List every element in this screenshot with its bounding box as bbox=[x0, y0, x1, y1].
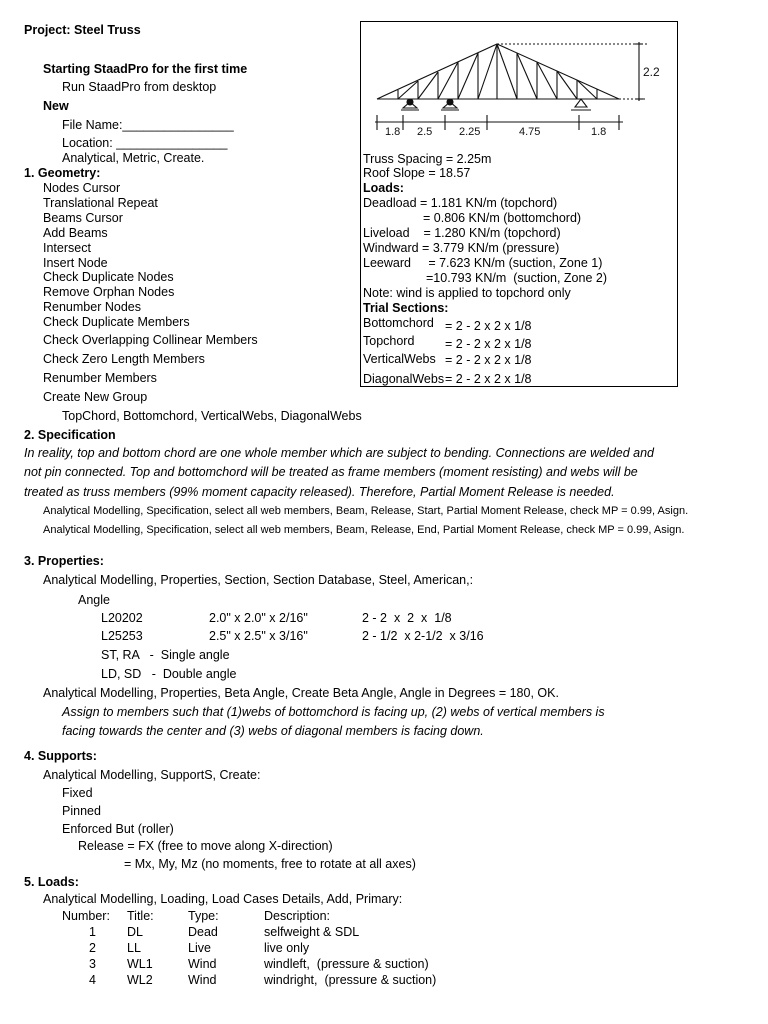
table-cell: Dead bbox=[188, 925, 218, 939]
beta-angle-step: Analytical Modelling, Properties, Beta Angle, Create Beta Angle, Angle in Degrees = 180, OK. bbox=[43, 686, 559, 700]
specification-heading: 2. Specification bbox=[24, 428, 116, 442]
geometry-item: Translational Repeat bbox=[43, 196, 158, 210]
section-size: 2.5" x 2.5" x 3/16" bbox=[209, 629, 308, 643]
section-size: 2.0" x 2.0" x 2/16" bbox=[209, 611, 308, 625]
table-cell: 4 bbox=[89, 973, 96, 987]
geometry-item: Intersect bbox=[43, 241, 91, 255]
supports-heading: 4. Supports: bbox=[24, 749, 97, 763]
geometry-heading: 1. Geometry: bbox=[24, 166, 101, 180]
table-cell: windright, (pressure & suction) bbox=[264, 973, 437, 987]
column-header: Number: bbox=[62, 909, 110, 923]
truss-info-box bbox=[360, 21, 678, 387]
wind-note: Note: wind is applied to topchord only bbox=[363, 286, 571, 300]
table-cell: windleft, (pressure & suction) bbox=[264, 957, 429, 971]
geometry-item: Renumber Nodes bbox=[43, 300, 141, 314]
section-name: Bottomchord bbox=[363, 316, 434, 330]
geometry-item: Renumber Members bbox=[43, 371, 157, 385]
assign-note-line: facing towards the center and (3) webs of diagonal members is facing down. bbox=[62, 724, 484, 738]
section-value: = 2 - 2 x 2 x 1/8 bbox=[445, 353, 532, 367]
section-name: Topchord bbox=[363, 334, 415, 348]
geometry-item: Check Zero Length Members bbox=[43, 352, 205, 366]
span-label: 2.25 bbox=[459, 126, 481, 138]
column-header: Type: bbox=[188, 909, 219, 923]
table-cell: LL bbox=[127, 941, 141, 955]
supports-path: Analytical Modelling, SupportS, Create: bbox=[43, 768, 261, 782]
section-code: L25253 bbox=[101, 629, 143, 643]
loads-path: Analytical Modelling, Loading, Load Cases Details, Add, Primary: bbox=[43, 892, 403, 906]
location-field: Location: ________________ bbox=[62, 136, 228, 150]
angle-label: Angle bbox=[78, 593, 110, 607]
angle-type: LD, SD - Double angle bbox=[101, 667, 237, 681]
leeward-zone-2: =10.793 KN/m (suction, Zone 2) bbox=[426, 271, 607, 285]
table-cell: Live bbox=[188, 941, 211, 955]
table-cell: 3 bbox=[89, 957, 96, 971]
section-code: L20202 bbox=[101, 611, 143, 625]
spec-step: Analytical Modelling, Specification, select all web members, Beam, Release, End, Partial Moment Release, check MP = 0.99, Asign. bbox=[43, 524, 685, 536]
group-names: TopChord, Bottomchord, VerticalWebs, DiagonalWebs bbox=[62, 409, 362, 423]
table-cell: Wind bbox=[188, 957, 217, 971]
table-cell: live only bbox=[264, 941, 310, 955]
create-options: Analytical, Metric, Create. bbox=[62, 151, 205, 165]
geometry-item: Remove Orphan Nodes bbox=[43, 285, 175, 299]
run-step: Run StaadPro from desktop bbox=[62, 80, 217, 94]
new-label: New bbox=[43, 99, 69, 113]
assign-note-line: Assign to members such that (1)webs of bottomchord is facing up, (2) webs of vertical members is bbox=[62, 705, 605, 719]
page-title: Project: Steel Truss bbox=[24, 23, 141, 37]
section-equivalent: 2 - 2 x 2 x 1/8 bbox=[362, 611, 452, 625]
roof-slope: Roof Slope = 18.57 bbox=[363, 166, 471, 180]
section-value: = 2 - 2 x 2 x 1/8 bbox=[445, 337, 532, 351]
table-cell: WL1 bbox=[127, 957, 153, 971]
column-header: Title: bbox=[127, 909, 154, 923]
table-cell: 2 bbox=[89, 941, 96, 955]
spec-paragraph-line: not pin connected. Top and bottomchord will be treated as frame members (moment resisting) and webs will be bbox=[24, 465, 638, 479]
starting-heading: Starting StaadPro for the first time bbox=[43, 62, 248, 76]
windward: Windward = 3.779 KN/m (pressure) bbox=[363, 241, 560, 255]
support-icon bbox=[401, 99, 591, 110]
spec-paragraph-line: treated as truss members (99% moment capacity released). Therefore, Partial Moment Release is needed. bbox=[24, 485, 615, 499]
section-value: = 2 - 2 x 2 x 1/8 bbox=[445, 372, 532, 386]
spec-paragraph-line: In reality, top and bottom chord are one whole member which are subject to bending. Connections are welded and bbox=[24, 446, 655, 460]
geometry-item: Check Duplicate Nodes bbox=[43, 270, 174, 284]
release-line: Release = FX (free to move along X-direction) bbox=[78, 839, 333, 853]
support-type: Pinned bbox=[62, 804, 101, 818]
spec-step: Analytical Modelling, Specification, select all web members, Beam, Release, Start, Partial Moment Release, check MP = 0.99, Asign. bbox=[43, 505, 689, 517]
properties-heading: 3. Properties: bbox=[24, 554, 104, 568]
span-label: 1.8 bbox=[591, 126, 607, 138]
properties-path: Analytical Modelling, Properties, Section, Section Database, Steel, American,: bbox=[43, 573, 474, 587]
section-value: = 2 - 2 x 2 x 1/8 bbox=[445, 319, 532, 333]
section-equivalent: 2 - 1/2 x 2-1/2 x 3/16 bbox=[362, 629, 484, 643]
geometry-item: Check Overlapping Collinear Members bbox=[43, 333, 258, 347]
deadload-bottom: = 0.806 KN/m (bottomchord) bbox=[423, 211, 582, 225]
geometry-item: Create New Group bbox=[43, 390, 148, 404]
table-cell: Wind bbox=[188, 973, 217, 987]
geometry-item: Insert Node bbox=[43, 256, 108, 270]
table-cell: WL2 bbox=[127, 973, 153, 987]
section-name: VerticalWebs bbox=[363, 352, 436, 366]
table-cell: selfweight & SDL bbox=[264, 925, 360, 939]
height-label: 2.2 bbox=[643, 65, 660, 79]
truss-sketch bbox=[361, 22, 677, 147]
span-label: 4.75 bbox=[519, 126, 541, 138]
column-header: Description: bbox=[264, 909, 330, 923]
trial-sections-heading: Trial Sections: bbox=[363, 301, 449, 315]
release-line: = Mx, My, Mz (no moments, free to rotate at all axes) bbox=[124, 857, 416, 871]
geometry-item: Add Beams bbox=[43, 226, 108, 240]
truss-spacing: Truss Spacing = 2.25m bbox=[363, 152, 492, 166]
support-type: Fixed bbox=[62, 786, 93, 800]
geometry-item: Check Duplicate Members bbox=[43, 315, 190, 329]
table-cell: DL bbox=[127, 925, 143, 939]
loads-section-heading: 5. Loads: bbox=[24, 875, 79, 889]
span-label: 1.8 bbox=[385, 126, 401, 138]
table-cell: 1 bbox=[89, 925, 96, 939]
span-label: 2.5 bbox=[417, 126, 433, 138]
support-type: Enforced But (roller) bbox=[62, 822, 174, 836]
file-name-field: File Name:________________ bbox=[62, 118, 234, 132]
loads-heading: Loads: bbox=[363, 181, 404, 195]
angle-type: ST, RA - Single angle bbox=[101, 648, 230, 662]
liveload: Liveload = 1.280 KN/m (topchord) bbox=[363, 226, 561, 240]
deadload-top: Deadload = 1.181 KN/m (topchord) bbox=[363, 196, 558, 210]
geometry-item: Beams Cursor bbox=[43, 211, 123, 225]
geometry-item: Nodes Cursor bbox=[43, 181, 121, 195]
section-name: DiagonalWebs bbox=[363, 372, 445, 386]
leeward-zone-1: Leeward = 7.623 KN/m (suction, Zone 1) bbox=[363, 256, 603, 270]
